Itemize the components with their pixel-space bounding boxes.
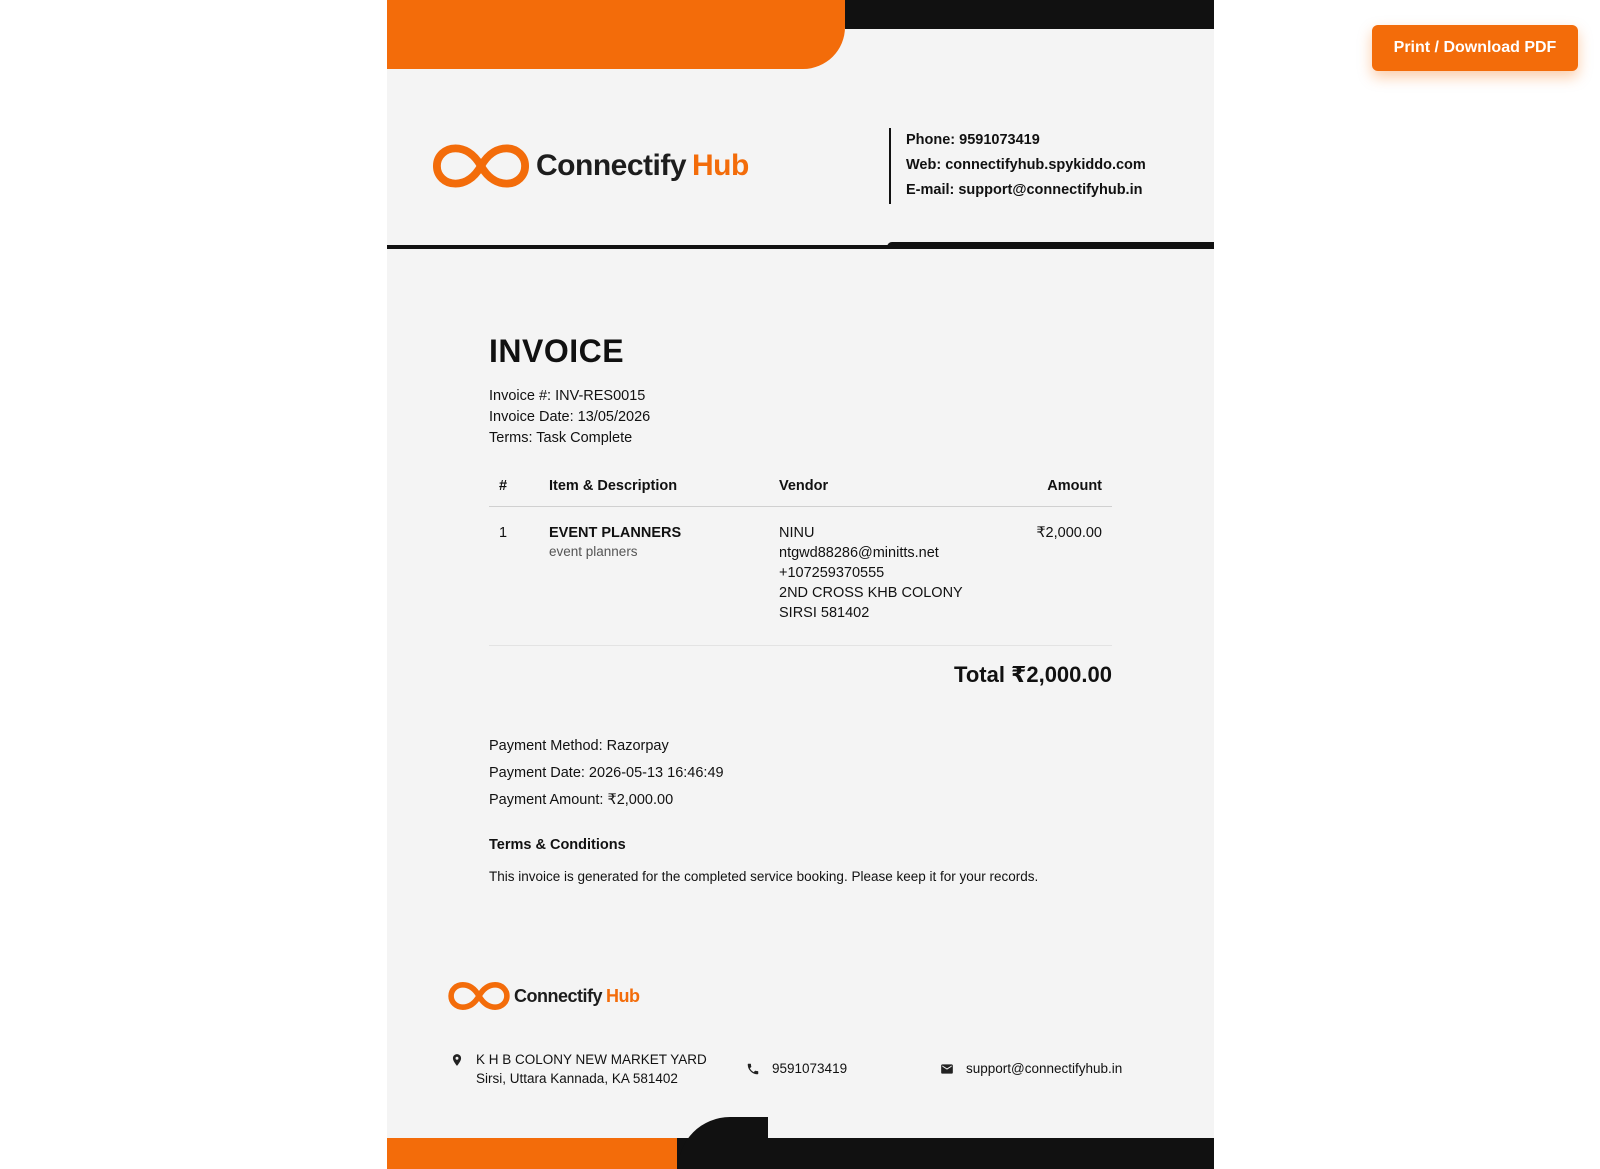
header-black-band: [845, 0, 1214, 29]
invoice-title: INVOICE: [489, 333, 625, 369]
payment-date: Payment Date: 2026-05-13 16:46:49: [489, 765, 724, 781]
infinity-logo-icon: [432, 142, 530, 190]
contact-phone: Phone: 9591073419: [906, 132, 1040, 148]
footer-orange-band: [387, 1138, 687, 1169]
mail-icon: [940, 1062, 954, 1076]
invoice-meta: [489, 386, 650, 449]
vendor-address-line1: 2ND CROSS KHB COLONY: [779, 585, 963, 601]
contact-email: E-mail: support@connectifyhub.in: [906, 182, 1143, 198]
item-name: EVENT PLANNERS: [549, 525, 682, 541]
item-description: event planners: [549, 544, 638, 559]
invoice-number: Invoice #: INV-RES0015: [489, 388, 646, 404]
phone-icon: [746, 1062, 760, 1076]
items-table: [489, 468, 1112, 646]
vendor-address-line2: SIRSI 581402: [779, 605, 870, 621]
footer-brand-orange: Hub: [606, 985, 640, 1006]
row-vendor: [769, 507, 1010, 646]
footer-address: [450, 1050, 707, 1088]
vendor-phone: +107259370555: [779, 565, 885, 581]
invoice-total: Total ₹2,000.00: [954, 662, 1112, 687]
header-divider-tab: [887, 242, 1214, 249]
table-row: [489, 507, 1112, 646]
payment-info: [489, 733, 724, 814]
invoice-page: [387, 0, 1214, 1169]
infinity-logo-icon: [448, 981, 510, 1011]
footer-logo: [448, 981, 640, 1011]
contact-block: [889, 128, 1146, 204]
footer-phone: [746, 1059, 847, 1078]
footer-email: [940, 1059, 1122, 1078]
footer-brand-dark: Connectify: [514, 985, 603, 1006]
footer-address-line1: K H B COLONY NEW MARKET YARD: [476, 1052, 707, 1067]
vendor-email: ntgwd88286@minitts.net: [779, 545, 939, 561]
footer-black-curve: [678, 1117, 768, 1169]
footer-email-text: support@connectifyhub.in: [966, 1061, 1123, 1076]
brand-logo: [432, 142, 749, 190]
footer-phone-text: 9591073419: [772, 1061, 848, 1076]
brand-name-dark: Connectify: [536, 149, 687, 182]
location-pin-icon: [450, 1053, 464, 1067]
contact-web: Web: connectifyhub.spykiddo.com: [906, 157, 1146, 173]
print-download-button[interactable]: Print / Download PDF: [1372, 25, 1578, 71]
invoice-date: Invoice Date: 13/05/2026: [489, 409, 651, 425]
col-header-vendor: Vendor: [769, 468, 1010, 507]
header-orange-band: [387, 0, 845, 69]
footer-address-line2: Sirsi, Uttara Kannada, KA 581402: [476, 1071, 678, 1086]
payment-amount: Payment Amount: ₹2,000.00: [489, 792, 674, 808]
terms-heading: Terms & Conditions: [489, 837, 626, 853]
invoice-terms: Terms: Task Complete: [489, 430, 633, 446]
row-amount: ₹2,000.00: [1010, 507, 1112, 646]
col-header-num: #: [489, 468, 539, 507]
payment-method: Payment Method: Razorpay: [489, 738, 669, 754]
terms-text: This invoice is generated for the completed service booking. Please keep it for your records.: [489, 869, 1039, 884]
col-header-amount: Amount: [1010, 468, 1112, 507]
vendor-name: NINU: [779, 525, 815, 541]
col-header-item: Item & Description: [539, 468, 769, 507]
row-num: 1: [489, 507, 539, 646]
row-item: [539, 507, 769, 646]
table-header-row: [489, 468, 1112, 507]
brand-name-orange: Hub: [692, 149, 749, 182]
